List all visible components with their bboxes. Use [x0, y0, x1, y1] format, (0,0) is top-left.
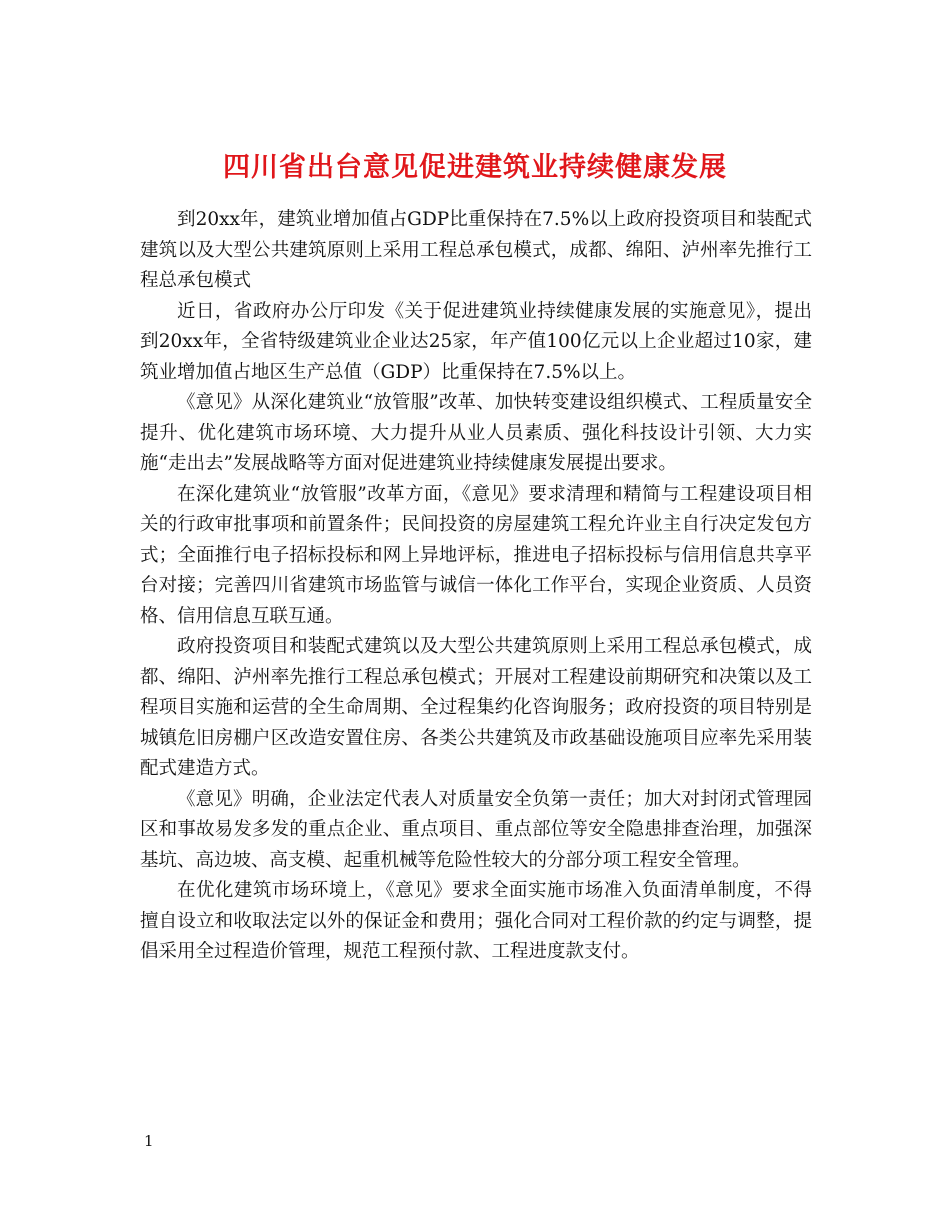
document-title: 四川省出台意见促进建筑业持续健康发展: [223, 152, 727, 184]
paragraph-5: 政府投资项目和装配式建筑以及大型公共建筑原则上采用工程总承包模式，成都、绵阳、泸州率先推行工程总承包模式；开展对工程建设前期研究和决策以及工程项目实施和运营的全生命周期、全过程集约化咨询服务；政府投资的项目特别是城镇危旧房棚户区改造安置住房、各类公共建筑及市政基础设施项目应率先采用装配式建造方式。: [140, 636, 812, 779]
paragraph-6: 《意见》明确，企业法定代表人对质量安全负第一责任；加大对封闭式管理园区和事故易发多发的重点企业、重点项目、重点部位等安全隐患排查治理，加强深基坑、高边坡、高支模、起重机械等危险性较大的分部分项工程安全管理。: [140, 788, 812, 871]
paragraph-2: 近日，省政府办公厅印发《关于促进建筑业持续健康发展的实施意见》，提出到20xx年，全省特级建筑业企业达25家，年产值100亿元以上企业超过10家，建筑业增加值占地区生产总值（GDP）比重保持在7.5%以上。: [140, 300, 812, 383]
document-body: [140, 205, 812, 968]
paragraph-4: 在深化建筑业“放管服”改革方面，《意见》要求清理和精简与工程建设项目相关的行政审批事项和前置条件；民间投资的房屋建筑工程允许业主自行决定发包方式；全面推行电子招标投标和网上异地评标，推进电子招标投标与信用信息共享平台对接；完善四川省建筑市场监管与诚信一体化工作平台，实现企业资质、人员资格、信用信息互联互通。: [140, 483, 812, 627]
paragraph-3: 《意见》从深化建筑业“放管服”改革、加快转变建设组织模式、工程质量安全提升、优化建筑市场环境、大力提升从业人员素质、强化科技设计引领、大力实施“走出去”发展战略等方面对促进建筑业持续健康发展提出要求。: [140, 392, 812, 474]
paragraph-7: 在优化建筑市场环境上，《意见》要求全面实施市场准入负面清单制度，不得擅自设立和收取法定以外的保证金和费用；强化合同对工程价款的约定与调整，提倡采用全过程造价管理，规范工程预付款、工程进度款支付。: [140, 880, 812, 962]
paragraph-1: 到20xx年，建筑业增加值占GDP比重保持在7.5%以上政府投资项目和装配式建筑以及大型公共建筑原则上采用工程总承包模式，成都、绵阳、泸州率先推行工程总承包模式: [140, 209, 812, 291]
page-number: 1: [144, 1132, 154, 1150]
